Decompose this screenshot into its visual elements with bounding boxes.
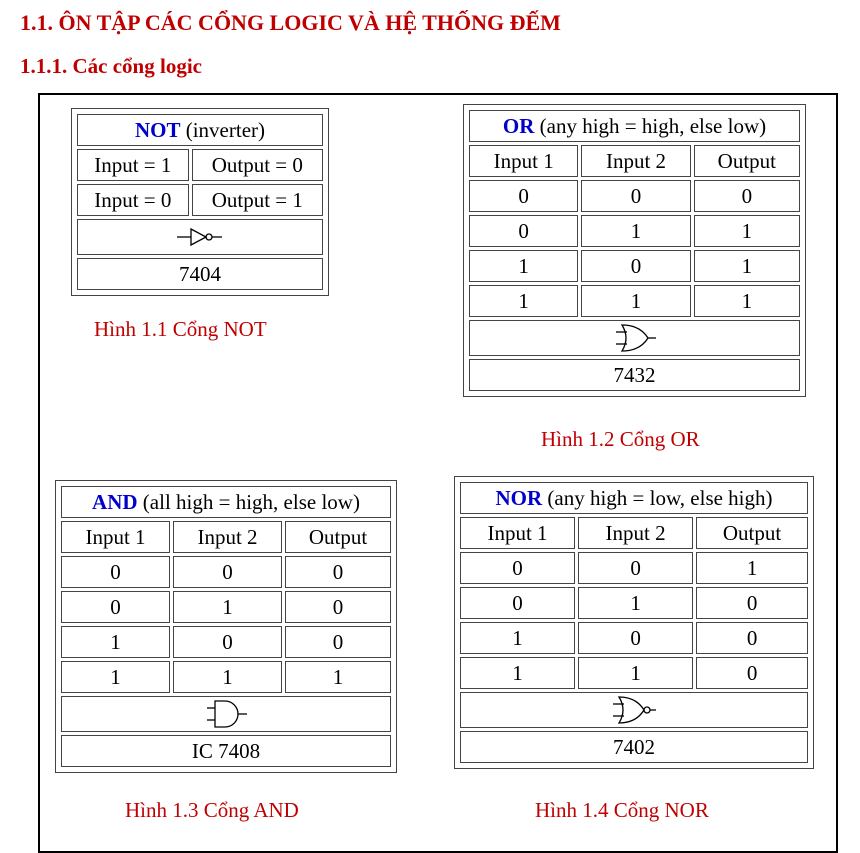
table-cell: 1	[61, 626, 170, 658]
nor-gate-icon	[609, 694, 659, 726]
column-header: Input 2	[173, 521, 282, 553]
table-cell: 0	[696, 622, 808, 654]
figure-caption-nor: Hình 1.4 Cổng NOR	[535, 798, 709, 822]
table-row	[460, 622, 808, 654]
figure-caption-and: Hình 1.3 Cổng AND	[125, 798, 299, 822]
table-row	[469, 180, 800, 212]
table-cell: 0	[696, 587, 808, 619]
table-cell: 1	[469, 250, 578, 282]
not-symbol-cell	[77, 219, 323, 255]
table-row	[61, 591, 391, 623]
column-header: Output	[285, 521, 391, 553]
table-cell: 0	[469, 215, 578, 247]
not-gate-table	[71, 108, 329, 296]
table-cell: 1	[694, 215, 800, 247]
table-cell: 1	[578, 657, 693, 689]
table-cell: 0	[61, 556, 170, 588]
table-cell: 0	[581, 180, 690, 212]
table-cell: 0	[61, 591, 170, 623]
table-cell: 1	[173, 591, 282, 623]
table-row	[61, 661, 391, 693]
column-header: Input 1	[460, 517, 575, 549]
not-title: NOT (inverter)	[77, 114, 323, 146]
table-row	[61, 626, 391, 658]
table-row	[460, 657, 808, 689]
table-row	[469, 215, 800, 247]
column-header: Input 2	[581, 145, 690, 177]
table-cell: 0	[581, 250, 690, 282]
table-cell: 0	[173, 626, 282, 658]
table-cell: 0	[460, 587, 575, 619]
table-cell: 1	[469, 285, 578, 317]
table-cell: 1	[694, 250, 800, 282]
and-gate-icon	[201, 698, 251, 730]
table-cell: 1	[696, 552, 808, 584]
table-cell: 1	[581, 285, 690, 317]
and-symbol-cell	[61, 696, 391, 732]
table-cell: 0	[578, 552, 693, 584]
ic-number: 7404	[77, 258, 323, 290]
or-gate-table	[463, 104, 806, 397]
table-cell: 1	[581, 215, 690, 247]
table-cell: Input = 1	[77, 149, 189, 181]
table-cell: 0	[285, 591, 391, 623]
subsection-heading: 1.1.1. Các cổng logic	[20, 54, 202, 78]
table-cell: 0	[173, 556, 282, 588]
table-row	[460, 587, 808, 619]
table-cell: Input = 0	[77, 184, 189, 216]
table-cell: 0	[469, 180, 578, 212]
table-cell: 0	[696, 657, 808, 689]
ic-number: IC 7408	[61, 735, 391, 767]
figure-caption-or: Hình 1.2 Cổng OR	[541, 427, 700, 451]
table-row	[469, 250, 800, 282]
or-symbol-cell	[469, 320, 800, 356]
or-title: OR (any high = high, else low)	[469, 110, 800, 142]
figure-caption-not: Hình 1.1 Cổng NOT	[94, 317, 267, 341]
table-cell: 0	[285, 556, 391, 588]
nor-gate-table	[454, 476, 814, 769]
table-row	[460, 552, 808, 584]
and-gate-table	[55, 480, 397, 773]
table-cell: 1	[460, 657, 575, 689]
table-cell: 1	[694, 285, 800, 317]
column-header: Input 1	[61, 521, 170, 553]
table-cell: 0	[460, 552, 575, 584]
section-heading: 1.1. ÔN TẬP CÁC CỔNG LOGIC VÀ HỆ THỐNG ĐẾM	[20, 10, 561, 35]
table-cell: Output = 0	[192, 149, 323, 181]
nor-symbol-cell	[460, 692, 808, 728]
and-title: AND (all high = high, else low)	[61, 486, 391, 518]
table-cell: 1	[285, 661, 391, 693]
table-cell: 1	[460, 622, 575, 654]
or-gate-icon	[610, 322, 660, 354]
ic-number: 7432	[469, 359, 800, 391]
table-cell: 1	[61, 661, 170, 693]
table-cell: 0	[694, 180, 800, 212]
table-cell: 1	[578, 587, 693, 619]
table-row	[61, 556, 391, 588]
nor-title: NOR (any high = low, else high)	[460, 482, 808, 514]
table-row	[469, 285, 800, 317]
not-gate-icon	[175, 224, 225, 250]
column-header: Output	[694, 145, 800, 177]
table-cell: 1	[173, 661, 282, 693]
table-cell: 0	[285, 626, 391, 658]
ic-number: 7402	[460, 731, 808, 763]
table-cell: Output = 1	[192, 184, 323, 216]
table-cell: 0	[578, 622, 693, 654]
column-header: Input 1	[469, 145, 578, 177]
column-header: Input 2	[578, 517, 693, 549]
column-header: Output	[696, 517, 808, 549]
